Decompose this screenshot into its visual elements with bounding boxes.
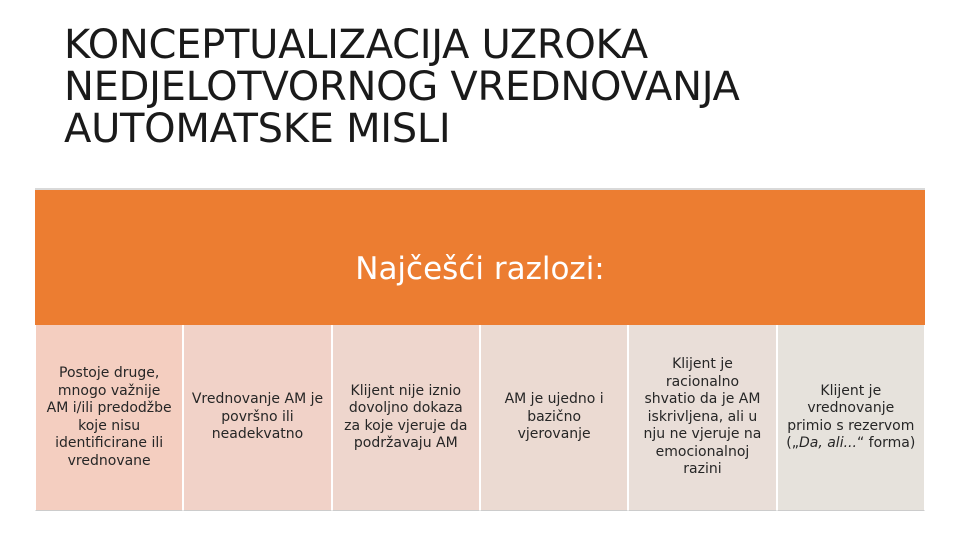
title-line-1: KONCEPTUALIZACIJA UZROKA bbox=[64, 22, 648, 68]
reasons-header-label: Najčešći razlozi: bbox=[355, 250, 605, 287]
reasons-header-box bbox=[35, 188, 925, 327]
reason-card-2 bbox=[183, 325, 331, 511]
reasons-list bbox=[35, 325, 925, 511]
reason-card-6 bbox=[777, 325, 925, 511]
reason-text-2: Vrednovanje AM je površno ili neadekvatno bbox=[191, 391, 324, 443]
title-line-3: AUTOMATSKE MISLI bbox=[64, 106, 451, 152]
reason-card-4 bbox=[480, 325, 628, 511]
reason-text-6 bbox=[785, 383, 917, 453]
reason-card-1 bbox=[35, 325, 183, 511]
slide-title bbox=[64, 24, 924, 150]
reason-text-5: Klijent je racionalno shvatio da je AM iskrivljena, ali u nju ne vjeruje na emocionalnoj razini bbox=[643, 356, 762, 478]
title-line-2: NEDJELOTVORNOG VREDNOVANJA bbox=[64, 64, 740, 110]
reason-text-6-italic: Da, ali... bbox=[798, 435, 857, 451]
reason-text-4: AM je ujedno i bazično vjerovanje bbox=[504, 391, 604, 443]
reason-text-1: Postoje druge, mnogo važnije AM i/ili predodžbe koje nisu identificirane ili vrednovane bbox=[46, 365, 172, 469]
reason-text-3: Klijent nije iznio dovoljno dokaza za koje vjeruje da podržavaju AM bbox=[344, 382, 468, 451]
reason-card-5 bbox=[628, 325, 776, 511]
reason-text-6-end: “ forma) bbox=[856, 435, 916, 451]
reason-card-3 bbox=[332, 325, 480, 511]
reason-text-6-plain: Klijent je vrednovanje primio s rezervom („ bbox=[786, 382, 915, 451]
